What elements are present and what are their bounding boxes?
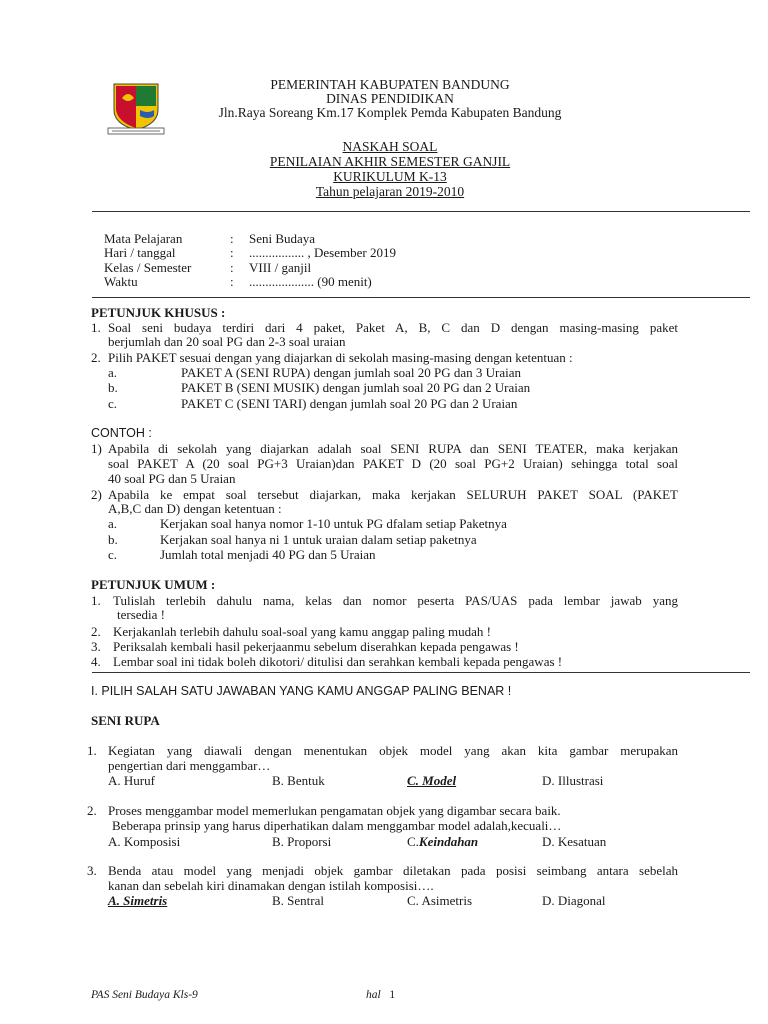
question-number: 2. [87,803,97,818]
info-sep: : [230,245,234,260]
list-item-cont: A,B,C dan D) dengan ketentuan : [108,501,282,516]
info-label: Kelas / Semester [104,260,192,275]
option-d: D. Diagonal [542,893,606,908]
list-item-cont: berjumlah dan 20 soal PG dan 2-3 soal uraian [108,334,346,349]
list-number: 1) [91,441,102,456]
question-text-cont: pengertian dari menggambar… [108,758,271,773]
page-label: hal [366,989,381,1001]
sub-letter: c. [108,396,118,411]
list-number: 2. [91,624,101,639]
option-c-correct: C. Model [407,773,457,788]
info-sep: : [230,260,234,275]
option-c-prefix: C. [407,834,419,849]
info-sep: : [230,274,234,289]
list-item: Apabila di sekolah yang diajarkan adalah soal SENI RUPA dan SENI TEATER, maka kerjakan [108,441,678,456]
list-item: Apabila ke empat soal tersebut diajarkan, maka kerjakan SELURUH PAKET SOAL (PAKET [108,487,678,502]
option-b: B. Bentuk [272,773,325,788]
question-number: 1. [87,743,97,758]
divider [92,211,750,212]
option-d: D. Illustrasi [542,773,604,788]
header-line-2: DINAS PENDIDIKAN [326,91,454,106]
info-sep: : [230,231,234,246]
list-number: 4. [91,654,101,669]
list-item: Soal seni budaya terdiri dari 4 paket, Paket A, B, C dan D dengan masing-masing paket [108,320,678,335]
list-item: Periksalah kembali hasil pekerjaanmu sebelum diserahkan kepada pengawas ! [113,639,519,654]
divider [92,672,750,673]
list-number: 2. [91,350,101,365]
sub-item: Kerjakan soal hanya nomor 1-10 untuk PG dfalam setiap Paketnya [160,516,507,531]
sub-letter: b. [108,380,118,395]
question-text: Benda atau model yang menjadi objek gambar diletakan pada posisi seimbang antara sebelah [108,863,678,878]
divider [92,297,750,298]
kabupaten-bandung-crest-icon [104,80,168,136]
option-a: A. Huruf [108,773,155,788]
question-text: Proses menggambar model memerlukan pengamatan objek yang digambar secara baik. [108,803,561,818]
sub-item: PAKET C (SENI TARI) dengan jumlah soal 20 PG dan 2 Uraian [181,396,518,411]
title-line-3: KURIKULUM K-13 [333,169,447,184]
list-item: Lembar soal ini tidak boleh dikotori/ ditulisi dan serahkan kembali kepada pengawas ! [113,654,563,669]
option-c: C. Asimetris [407,893,473,908]
header-line-3: Jln.Raya Soreang Km.17 Komplek Pemda Kabupaten Bandung [218,105,562,120]
sub-item: PAKET A (SENI RUPA) dengan jumlah soal 20 PG dan 3 Uraian [181,365,522,380]
list-number: 1. [91,320,101,335]
section-heading: PETUNJUK UMUM : [91,577,216,592]
section-instruction: I. PILIH SALAH SATU JAWABAN YANG KAMU ANGGAP PALING BENAR ! [91,684,512,698]
sub-item: Kerjakan soal hanya ni 1 untuk uraian dalam setiap paketnya [160,532,477,547]
letterhead [180,78,600,120]
footer-title: PAS Seni Budaya Kls-9 [91,989,198,1001]
sub-letter: c. [108,547,118,562]
title-line-4: Tahun pelajaran 2019-2010 [315,184,465,199]
list-number: 3. [91,639,101,654]
sub-item: Jumlah total menjadi 40 PG dan 5 Uraian [160,547,376,562]
section-heading: PETUNJUK KHUSUS : [91,305,226,320]
info-label: Mata Pelajaran [104,231,183,246]
option-b: B. Sentral [272,893,324,908]
info-value: VIII / ganjil [249,260,312,275]
info-value: ................. , Desember 2019 [249,245,396,260]
list-item: Pilih PAKET sesuai dengan yang diajarkan di sekolah masing-masing dengan ketentuan : [108,350,573,365]
list-item-cont: 40 soal PG dan 5 Uraian [108,471,236,486]
info-label: Waktu [104,274,138,289]
sub-item: PAKET B (SENI MUSIK) dengan jumlah soal 20 PG dan 2 Uraian [181,380,531,395]
option-c-correct [407,834,478,849]
subject-heading: SENI RUPA [91,713,160,728]
section-heading: CONTOH : [91,426,152,440]
list-item: Kerjakanlah terlebih dahulu soal-soal yang kamu anggap paling mudah ! [113,624,491,639]
page-num: 1 [389,989,396,1001]
sub-letter: a. [108,516,118,531]
title-line-1: NASKAH SOAL [342,139,438,154]
info-label: Hari / tanggal [104,245,176,260]
list-item-cont: tersedia ! [117,607,166,622]
option-d: D. Kesatuan [542,834,607,849]
question-text-cont: Beberapa prinsip yang harus diperhatikan dalam menggambar model adalah,kecuali… [112,818,562,833]
page-number [366,988,395,1003]
sub-letter: b. [108,532,118,547]
option-c-text: Keindahan [418,834,479,849]
option-a: A. Komposisi [108,834,181,849]
list-number: 1. [91,593,101,608]
sub-letter: a. [108,365,118,380]
option-b: B. Proporsi [272,834,332,849]
list-item: Tulislah terlebih dahulu nama, kelas dan nomor peserta PAS/UAS pada lembar jawab yang [113,593,678,608]
option-a-correct: A. Simetris [108,893,168,908]
list-number: 2) [91,487,102,502]
question-text-cont: kanan dan sebelah kiri dinamakan dengan istilah komposisi…. [108,878,434,893]
exam-title [180,139,600,199]
header-line-1: PEMERINTAH KABUPATEN BANDUNG [270,77,510,92]
question-number: 3. [87,863,97,878]
info-value: .................... (90 menit) [249,274,372,289]
title-line-2: PENILAIAN AKHIR SEMESTER GANJIL [269,154,511,169]
info-value: Seni Budaya [249,231,316,246]
list-item-cont: soal PAKET A (20 soal PG+3 Uraian)dan PAKET D (20 soal PG+2 Uraian) sehingga total soal [108,456,678,471]
question-text: Kegiatan yang diawali dengan menentukan objek model yang akan kita gambar merupakan [108,743,678,758]
